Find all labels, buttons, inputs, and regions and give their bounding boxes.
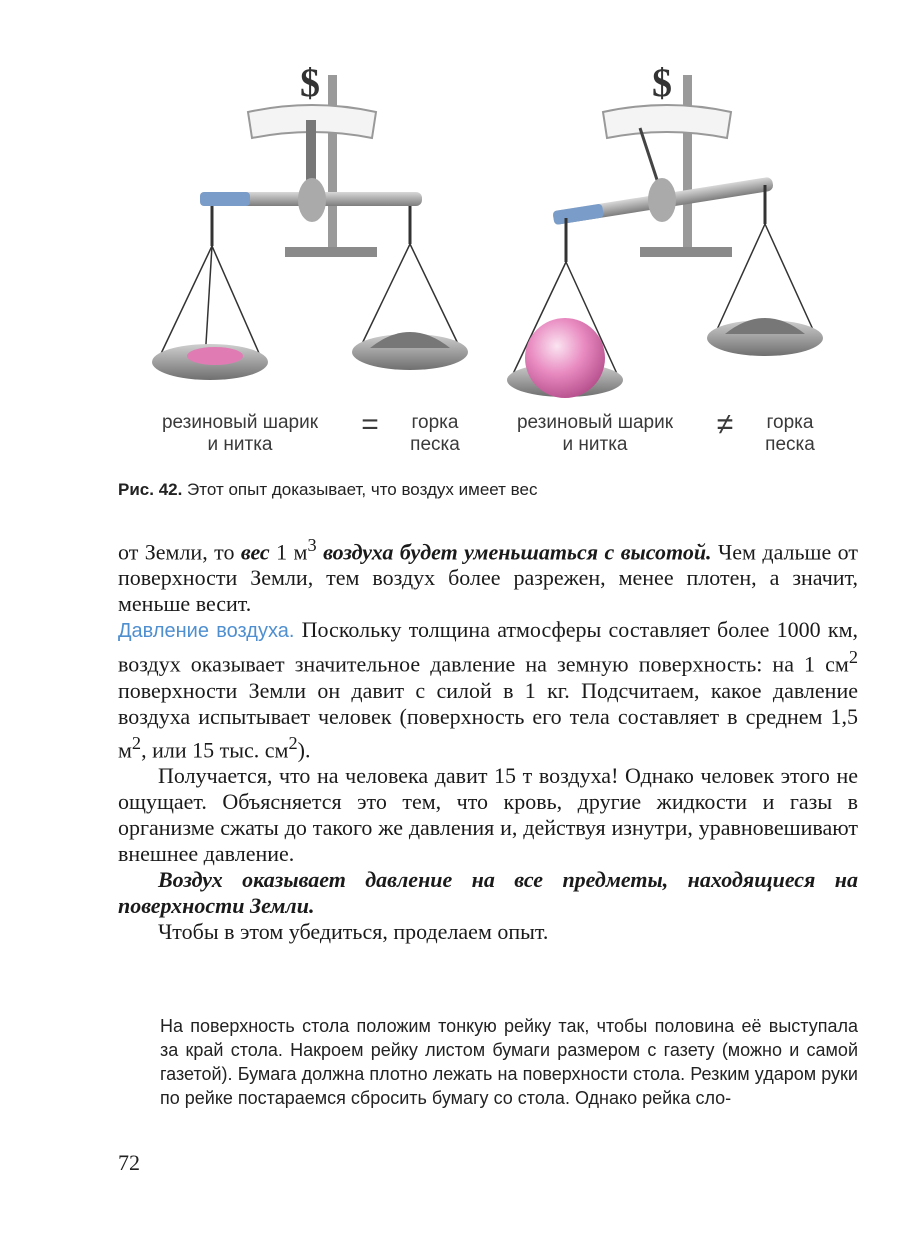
balance-scales-figure	[0, 0, 914, 470]
not-equals-symbol: ≠	[716, 408, 734, 441]
experiment-text: На поверхность стола положим тонкую рейку так, чтобы половина её выступала за край стола. Накроем рейку листом бумаги размером с газету (можно и самой газетой). Бумага должна плотно лежать на поверхности стола. Резким ударом руки по рейке постараемся сбросить бумагу со стола. Однако рейка сло-	[160, 1016, 858, 1108]
left-scale-left-label: резиновый шарик и нитка	[161, 412, 319, 455]
equals-symbol: =	[361, 408, 379, 441]
paragraph-4-rule: Воздух оказывает давление на все предметы, находящиеся на поверхности Земли.	[118, 866, 858, 918]
paragraph-3: Получается, что на человека давит 15 т воздуха! Однако человек этого не ощущает. Объясняется это тем, что кровь, другие жидкости и газы в организме сжаты до такого же давления и, действуя изнутри, уравновешивают внешнее давление.	[118, 762, 858, 866]
figure-caption-text: Этот опыт доказывает, что воздух имеет вес	[182, 480, 538, 499]
paragraph-5: Чтобы в этом убедиться, проделаем опыт.	[158, 918, 549, 944]
right-scale-right-label: горка песка	[765, 412, 815, 455]
figure-number: Рис. 42.	[118, 480, 183, 499]
main-text	[118, 532, 858, 945]
right-scale	[507, 60, 823, 398]
paragraph-1: от Земли, то вес 1 $м^3$ воздуха будет уменьшаться с высотой. Чем дальше от поверхности Земли, тем воздух более разрежен, менее плотен, а значит, меньше весит.	[118, 535, 859, 617]
svg-text:$: $	[300, 60, 320, 105]
section-heading: Давление воздуха.	[118, 620, 295, 643]
page-number: 72	[118, 1150, 140, 1175]
left-scale-right-label: горка песка	[410, 412, 460, 455]
paragraph-2: Давление воздуха. Поскольку толщина атмосферы составляет более 1000 км, воздух оказывает значительное давление на земную поверхность: на 1 $см^2$ поверхности Земли он давит с силой в 1 кг. Подсчитаем, какое давление воздуха испытывает человек (поверхность его тела составляет в среднем 1,5 $м^2$, или 15 тыс. $см^2$).	[118, 617, 858, 762]
figure-caption	[118, 480, 537, 500]
svg-text:$: $	[652, 60, 672, 105]
right-scale-left-label: резиновый шарик и нитка	[516, 412, 674, 455]
left-scale	[152, 60, 468, 380]
